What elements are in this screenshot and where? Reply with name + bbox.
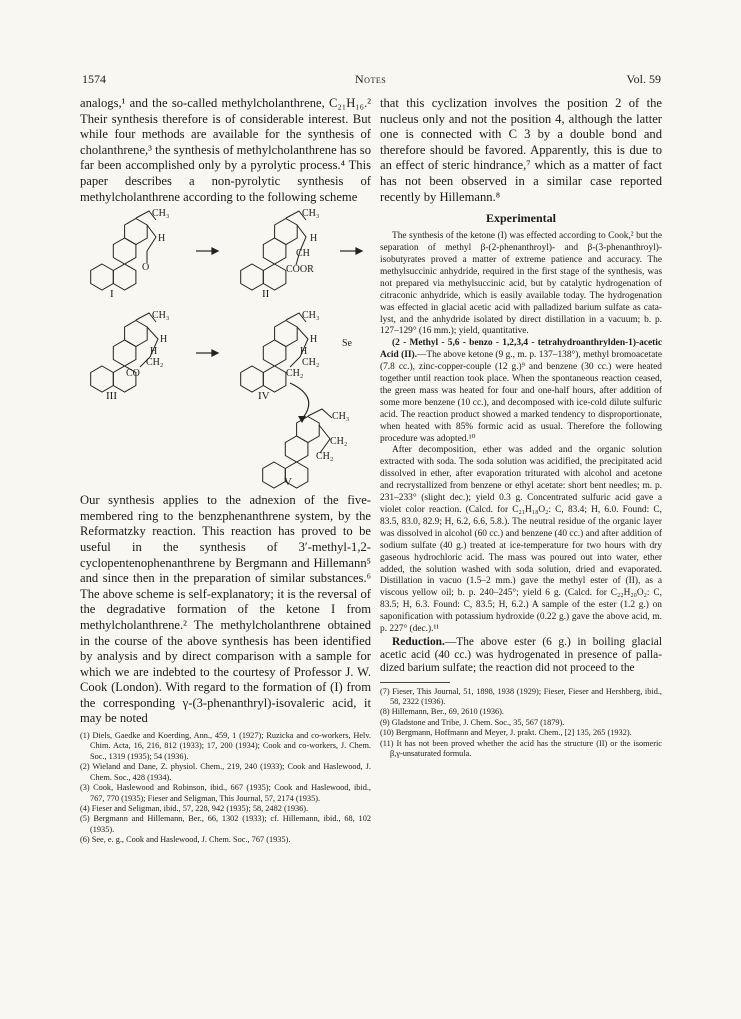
footnote: (11) It has not been proved whether the acid has the structure (II) or the isomeric β,γ-unsaturated formula. [380,738,662,759]
scheme-label: CH₂ [302,357,320,369]
left-column [80,96,371,846]
compound-title: (2 - Methyl - 5,6 - benzo - 1,2,3,4 - tetrahydroanthrylden-1)-acetic Acid (II). [380,338,662,361]
page-number: 1574 [82,72,106,86]
experimental-paragraph: The synthesis of the ketone (I) was effected according to Cook,² but the separation of methyl β-(2-phenanthroyl)- and β-(3-phenanthroyl)-isobutyrates proved a matter of extreme patience and accuracy. The methylsuccinic anhydride, required in the first stage of the synthesis, was not prepared via methylsuccinic acid, but by catalytic hydrogenation of citraconic anhydride, which is easily available today. The hydrogenation was effected in glacial acetic acid with palladized barium sulfate as catalyst, and the anhydride isolated by direct distillation in a vacuum; b. p. 127–129° (16 mm.); yield, quantitative. [380,231,662,337]
footnote: (10) Bergmann, Hoffmann and Meyer, J. prakt. Chem., [2] 135, 265 (1932). [380,728,632,738]
compound-caption: I [110,288,114,301]
scheme-label: CH₂ [330,436,348,448]
footnote: (3) Cook, Haslewood and Robinson, ibid., 667 (1935); Cook and Haslewood, ibid., 767, 770 (1935); Fieser and Seligman, This Journal, 57, 2174 (1935). [80,783,371,803]
paragraph-text: —The above ketone (9 g., m. p. 137–138°), methyl bromoacetate (7.8 cc.), zinc-copper-couple (12 g.)⁹ and benzene (30 cc.) were heated together until reaction took place. When the spontaneous reaction ceased, the green mass was heated for four and one-half hours, after addition of some more benzene (10 cc.), and decomposed with ice-cold dilute sulfuric acid. The reaction product showed a marked tendency to disproportionate, when heated with 85% formic acid as usual. Therefore the following procedure was adopted.¹⁰ [380,350,662,444]
footnote: (4) Fieser and Seligman, ibid., 57, 228, 942 (1935); 58, 2482 (1936). [80,803,309,813]
scheme-label: H [300,346,308,358]
intro-paragraph: analogs,¹ and the so-called methylcholanthrene, C₂₁H₁₆.² Their synthesis therefore is of considerable interest. But while four methods are available for the synthesis of cholanthrene,³ the synthesis of methylcholanthrene has so far been accomplished only by a pyrolytic process.⁴ This paper describes a non-pyrolytic synthesis of methylcholanthrene according to the following scheme [80,96,371,204]
compound-iv-structure [241,313,308,392]
subsection-title: Reduction. [392,635,445,648]
right-column [380,96,662,759]
footnote: (8) Hillemann, Ber., 69, 2610 (1936). [380,707,504,717]
scheme-label: CH [296,248,310,260]
footnote: (1) Diels, Gaedke and Koerding, Ann., 459, 1 (1927); Ruzicka and co-workers, Helv. Chim. Acta, 16, 216, 812 (1933); 17, 200 (1934); Cook and co-workers, J. Chem. Soc., 1319 (1935); 54 (1936). [80,731,371,761]
volume-label: Vol. 59 [626,72,661,86]
compound-v-structure [263,409,332,488]
scheme-label: H [310,334,318,346]
footnote: (6) See, e. g., Cook and Haslewood, J. Chem. Soc., 767 (1935). [80,835,291,845]
arrow-2 [340,248,362,254]
reduction-paragraph [380,636,662,676]
compound-caption: II [262,288,270,301]
footnote: (9) Gladstone and Tribe, J. Chem. Soc., 35, 567 (1879). [380,717,565,727]
arrow-1 [196,248,218,254]
scheme-label: CH₂ [286,368,304,380]
footnote-rule [380,682,450,683]
scheme-reagent: Se [342,338,352,350]
scheme-label: CH₂ [146,357,164,369]
scheme-label: CH₃ [152,208,170,220]
arrow-3 [196,350,218,356]
reaction-scheme [80,207,371,489]
experimental-paragraph [380,338,662,445]
body-paragraph: Our synthesis applies to the adnexion of the five-membered ring to the benzphenanthrene system, by the Reformatzky reaction. This reaction has proved to be useful in the synthesis of 3′-methyl-1,2-cyclopentenophenanthrene by Bergmann and Hillemann⁵ and since then in the preparation of similar substances.⁶ The above scheme is self-explanatory; it is the reversal of the degradative formation of the ketone I from methylcholanthrene.² The methylcholanthrene obtained in the course of the above synthesis has been identified by analysis and by direct comparison with a sample for which we are indebted to the courtesy of Professor J. W. Cook (London). With regard to the formation of (I) from the corresponding γ-(3-phenanthryl)-isovaleric acid, it may be noted [80,493,371,726]
compound-i-structure [91,211,156,290]
scheme-label: CH₃ [332,411,350,423]
scheme-label: H [158,233,166,245]
compound-caption: V [284,476,292,489]
intro-paragraph: that this cyclization involves the position 2 of the nucleus only and not the position 4, although the latter one is connected with C 3 by a double bond and therefore should be favored. Apparently, this is due to an effect of steric hindrance,⁷ which as a matter of fact has not been observed in a similar case reported recently by Hillemann.⁸ [380,96,662,204]
scheme-label: CH₃ [302,310,320,322]
running-title: Notes [355,72,387,86]
scheme-label: CH₃ [302,208,320,220]
scheme-drawing [80,207,371,489]
scheme-label: H [310,233,318,245]
compound-caption: IV [258,390,270,403]
footnote: (7) Fieser, This Journal, 51, 1898, 1938 (1929); Fieser, Fieser and Hershberg, ibid., 58, 2322 (1936). [380,686,662,706]
footnote: (5) Bergmann and Hillemann, Ber., 66, 1302 (1933); cf. Hillemann, ibid., 68, 102 (1935). [80,814,371,834]
paragraph-text: —The above ester (6 g.) in boiling glacial acetic acid (40 cc.) was hydrogenated in presence of palladized barium sulfate; the reaction did not proceed to the [380,635,662,675]
experimental-paragraph: After decomposition, ether was added and the organic solution extracted with soda. The soda solution was acidified, the precipitated acid dissolved in ether, after evaporation triturated with alcohol and acetone and recrystallized from benzene or ethyl acetate: short bent needles; m. p. 231–233° (slight dec.); yield 0.3 g. Concentrated sulfuric acid gave a violet color reaction. (Calcd. for C₂₁H₁₈O₂: C, 83.4; H, 6.0. Found: C, 83.5, 83.0, 82.9; H, 6.2, 6.6, 5.8.). The neutral residue of the organic layer was dissolved in alcohol (60 cc.) and benzene (40 cc.) and after addition of sodium sulfate (40 g.) treated at ice-temperature for two hours with dry gaseous hydrochloric acid. The mass was poured out into water, ether added, the solution washed with soda solution, dried and evaporated. Distillation in vacuo (1.5–2 mm.) gave the methyl ester of (II), as a viscous yellow oil; b. p. 240–245°; yield 6 g. (Calcd. for C₂₂H₂₀O₂: C, 83.5; H, 6.3. Found: C, 83.5; H, 6.2.) A sample of the ester (1.2 g.) on saponification with potassium hydroxide (0.22 g.) gave the above acid, m. p. 227° (dec.).¹¹ [380,445,662,635]
scheme-label: CO [126,368,140,380]
scheme-label: O [142,262,150,274]
scheme-label: H [160,334,168,346]
scheme-label: CH₃ [152,310,170,322]
compound-iii-structure [91,313,158,392]
arrow-4-curve [290,383,309,419]
section-heading: Experimental [486,211,556,226]
scheme-label: CH₂ [316,451,334,463]
scheme-label: H [150,346,158,358]
compound-caption: III [106,390,117,403]
scheme-label: COOR [286,264,314,276]
footnote: (2) Wieland and Dane, Z. physiol. Chem., 219, 240 (1933); Cook and Haslewood, J. Chem. Soc., 428 (1934). [80,762,371,782]
